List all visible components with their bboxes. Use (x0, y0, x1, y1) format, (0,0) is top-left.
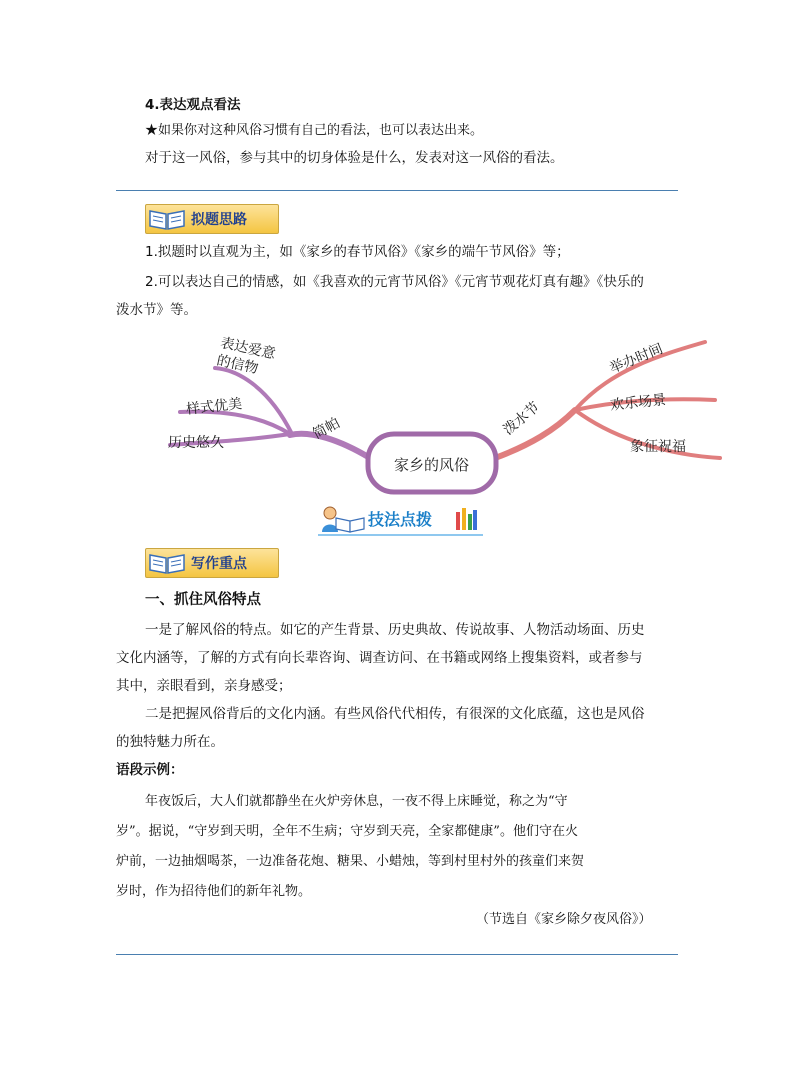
mind-map-leaf: 样式优美 (185, 396, 243, 418)
skills-banner-label: 技法点拨 (368, 510, 433, 529)
mind-map-branch-left: 简帕 (310, 415, 343, 443)
list-item: 2.可以表达自己的情感，如《我喜欢的元宵节风俗》《元宵节观花灯真有趣》《快乐的 (145, 274, 644, 290)
mind-map-leaf: 象征祝福 (630, 439, 686, 455)
example-line: 岁时，作为招待他们的新年礼物。 (116, 884, 312, 899)
mind-map-leaf: 历史悠久 (168, 435, 224, 451)
paragraph-line: 其中，亲眼看到，亲身感受； (116, 678, 292, 694)
reading-kid-icon (318, 504, 366, 534)
divider (116, 954, 678, 955)
example-line: 年夜饭后，大人们就都静坐在火炉旁休息，一夜不得上床睡觉，称之为“守 (145, 794, 568, 809)
open-book-icon (148, 551, 186, 575)
body-text: 对于这一风俗，参与其中的切身体验是什么，发表对这一风俗的看法。 (145, 150, 564, 166)
example-line: 岁”。据说，“守岁到天明，全年不生病；守岁到天亮，全家都健康”。他们守在火 (116, 824, 578, 839)
tip-text: ★如果你对这种风俗习惯有自己的看法，也可以表达出来。 (145, 123, 484, 138)
mind-map-leaf: 表达爱意的信物 (215, 335, 277, 378)
paragraph-line: 文化内涵等，了解的方式有向长辈咨询、调查访问、在书籍或网络上搜集资料，或者参与 (116, 650, 643, 666)
example-label: 语段示例： (116, 762, 184, 778)
paragraph-line: 一是了解风俗的特点。如它的产生背景、历史典故、传说故事、人物活动场面、历史 (145, 622, 645, 638)
title-ideas-badge (145, 204, 279, 234)
example-line: 炉前，一边抽烟喝茶，一边准备花炮、糖果、小蜡烛，等到村里村外的孩童们来贺 (116, 854, 585, 869)
skills-banner (318, 502, 483, 536)
paragraph-line: 的独特魅力所在。 (116, 734, 224, 750)
writing-focus-badge (145, 548, 279, 578)
divider (116, 190, 678, 191)
list-item: 1.拟题时以直观为主，如《家乡的春节风俗》《家乡的端午节风俗》等； (145, 244, 570, 260)
section-heading: 一、抓住风俗特点 (145, 592, 261, 608)
badge-label: 写作重点 (191, 556, 247, 572)
mind-map (140, 330, 740, 500)
paragraph-line: 二是把握风俗背后的文化内涵。有些风俗代代相传，有很深的文化底蕴，这也是风俗 (145, 706, 645, 722)
section-heading: 4.表达观点看法 (145, 97, 241, 113)
mind-map-branch-right: 泼水节 (500, 399, 543, 439)
mind-map-center: 家乡的风俗 (394, 456, 470, 474)
badge-label: 拟题思路 (191, 212, 247, 228)
mind-map-leaf: 欢乐场景 (609, 392, 667, 414)
open-book-icon (148, 207, 186, 231)
source-citation: （节选自《家乡除夕夜风俗》） (476, 912, 652, 927)
pencils-icon (454, 504, 478, 532)
mind-map-leaf: 举办时间 (607, 341, 666, 377)
list-item-continuation: 泼水节》等。 (116, 302, 197, 318)
